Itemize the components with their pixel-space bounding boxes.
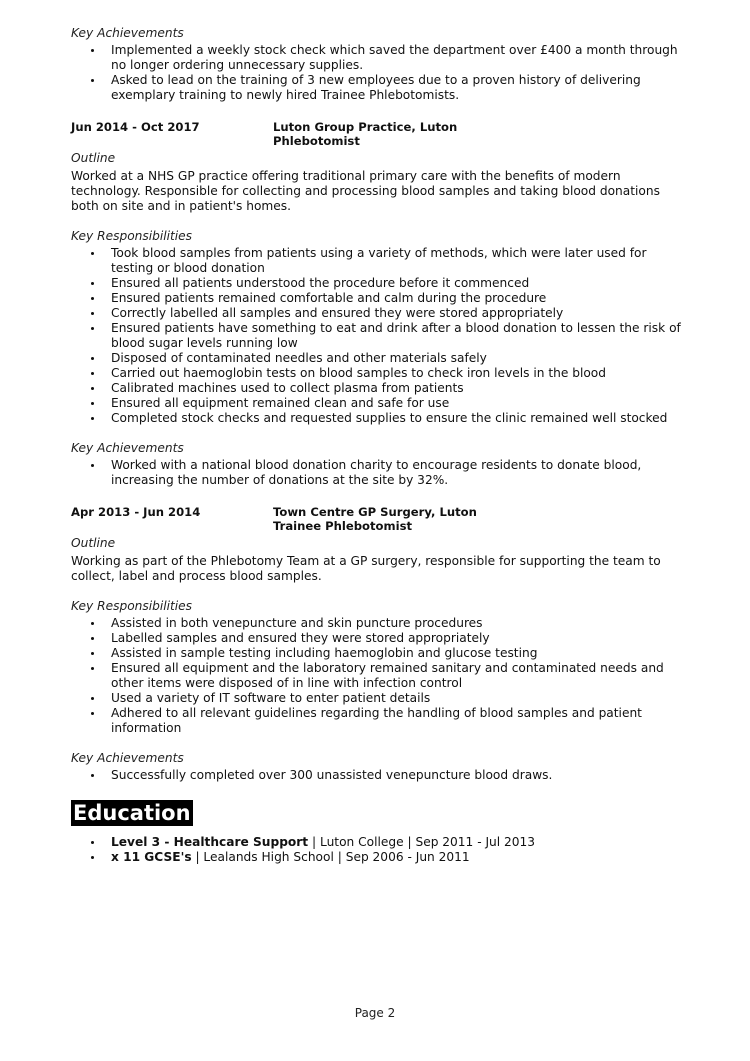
achievements-heading: Key Achievements <box>71 441 184 455</box>
responsibilities-heading: Key Responsibilities <box>71 229 193 243</box>
education-item <box>111 850 681 865</box>
list-item: Took blood samples from patients using a variety of methods, which were later used for testing or blood donation <box>111 246 681 276</box>
list-item: Adhered to all relevant guidelines regarding the handling of blood samples and patient information <box>111 706 681 736</box>
list-item: Completed stock checks and requested supplies to ensure the clinic remained well stocked <box>111 411 681 426</box>
cv-page-2 <box>71 26 681 865</box>
education-section <box>71 783 681 865</box>
list-item: Disposed of contaminated needles and other materials safely <box>111 351 681 366</box>
page-number: Page 2 <box>354 1006 396 1020</box>
achievements-list <box>71 43 681 103</box>
job-org-block <box>273 505 477 533</box>
list-item: Assisted in sample testing including haemoglobin and glucose testing <box>111 646 681 661</box>
job-dates: Apr 2013 - Jun 2014 <box>71 505 201 519</box>
job-header <box>71 120 681 148</box>
achievements-list <box>71 458 681 488</box>
job-dates: Jun 2014 - Oct 2017 <box>71 120 200 134</box>
section-heading-education: Education <box>73 801 191 825</box>
responsibilities-list <box>71 246 681 426</box>
list-item: Labelled samples and ensured they were stored appropriately <box>111 631 681 646</box>
list-item: Carried out haemoglobin tests on blood samples to check iron levels in the blood <box>111 366 681 381</box>
qualification-name: x 11 GCSE's <box>111 850 192 864</box>
list-item: Implemented a weekly stock check which saved the department over £400 a month through no longer ordering unnecessary supplies. <box>111 43 681 73</box>
achievements-heading: Key Achievements <box>71 26 184 40</box>
outline-heading: Outline <box>71 536 116 550</box>
job-title: Phlebotomist <box>273 134 360 148</box>
outline-heading: Outline <box>71 151 116 165</box>
outline-text: Worked at a NHS GP practice offering traditional primary care with the benefits of modern technology. Responsible for collecting and processing blood samples and taking blood donations both on site and in patient's homes. <box>71 169 660 213</box>
responsibilities-list <box>71 616 681 736</box>
list-item: Ensured patients have something to eat and drink after a blood donation to lessen the risk of blood sugar levels running low <box>111 321 681 350</box>
achievements-heading: Key Achievements <box>71 751 184 765</box>
qualification-name: Level 3 - Healthcare Support <box>111 835 309 849</box>
list-item: Ensured patients remained comfortable and calm during the procedure <box>111 291 681 306</box>
list-item: Calibrated machines used to collect plasma from patients <box>111 381 681 396</box>
list-item: Ensured all patients understood the procedure before it commenced <box>111 276 681 291</box>
list-item: Assisted in both venepuncture and skin puncture procedures <box>111 616 681 631</box>
list-item: Used a variety of IT software to enter patient details <box>111 691 681 706</box>
job-header <box>71 505 681 533</box>
list-item: Correctly labelled all samples and ensured they were stored appropriately <box>111 306 681 321</box>
qualification-details: | Lealands High School | Sep 2006 - Jun 2011 <box>191 850 470 864</box>
list-item: Successfully completed over 300 unassisted venepuncture blood draws. <box>111 768 681 783</box>
job-title: Trainee Phlebotomist <box>273 519 413 533</box>
job-organisation: Luton Group Practice, Luton <box>273 120 458 134</box>
achievements-list <box>71 768 681 783</box>
list-item: Asked to lead on the training of 3 new employees due to a proven history of delivering exemplary training to newly hired Trainee Phlebotomists. <box>111 73 681 103</box>
job-organisation: Town Centre GP Surgery, Luton <box>273 505 477 519</box>
job-org-block <box>273 120 457 148</box>
education-item <box>111 835 681 850</box>
job-entry-luton-group-practice <box>71 120 681 488</box>
job-entry-town-centre-gp-surgery <box>71 505 681 783</box>
list-item: Ensured all equipment and the laboratory remained sanitary and contaminated needs and other items were disposed of in line with infection control <box>111 661 681 691</box>
outline-text: Working as part of the Phlebotomy Team at a GP surgery, responsible for supporting the team to collect, label and process blood samples. <box>71 554 661 583</box>
prev-job-achievements <box>71 26 681 103</box>
education-list <box>71 835 681 865</box>
list-item: Ensured all equipment remained clean and safe for use <box>111 396 681 411</box>
list-item: Worked with a national blood donation charity to encourage residents to donate blood, increasing the number of donations at the site by 32%. <box>111 458 681 488</box>
responsibilities-heading: Key Responsibilities <box>71 599 193 613</box>
qualification-details: | Luton College | Sep 2011 - Jul 2013 <box>308 835 536 849</box>
